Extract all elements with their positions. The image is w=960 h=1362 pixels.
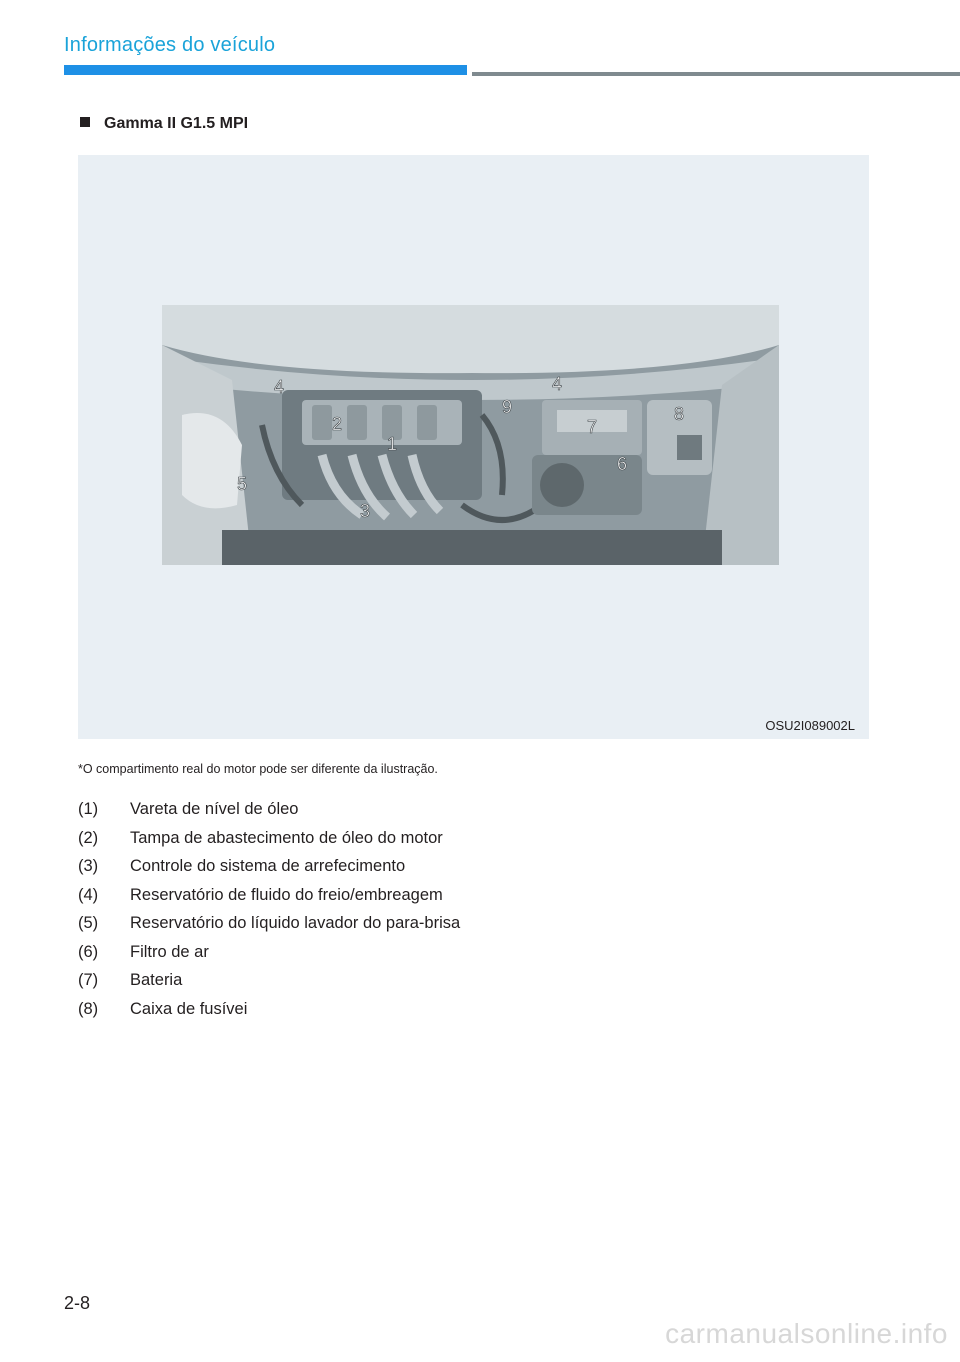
legend-number: (2) [78, 828, 99, 847]
legend-label: Reservatório de fluido do freio/embreagem [130, 885, 443, 904]
engine-compartment-illustration [162, 305, 779, 565]
legend-label: Filtro de ar [130, 942, 209, 961]
legend-number: (3) [78, 857, 99, 875]
footnote: *O compartimento real do motor pode ser diferente da ilustração. [78, 762, 438, 776]
header-rule-blue [64, 65, 467, 75]
square-bullet-icon [80, 117, 90, 127]
legend-label: Controle do sistema de arrefecimento [130, 857, 406, 875]
legend-label: Caixa de fusívei [130, 999, 248, 1018]
figure-code: OSU2I089002L [765, 718, 855, 733]
chapter-title: Informações do veículo [64, 34, 276, 56]
legend-item [78, 829, 778, 858]
svg-text:2: 2 [332, 414, 343, 434]
legend-label: Reservatório do líquido lavador do para-brisa [130, 914, 461, 932]
page-number: 2-8 [64, 1293, 91, 1313]
legend-item [78, 1000, 778, 1029]
svg-text:4: 4 [274, 377, 285, 397]
legend-number: (1) [78, 800, 99, 818]
legend-number: (8) [78, 999, 99, 1018]
svg-text:6: 6 [617, 454, 628, 474]
legend-number: (7) [78, 971, 99, 989]
svg-text:3: 3 [360, 501, 371, 521]
legend-item [78, 800, 778, 829]
legend-label: Tampa de abastecimento de óleo do motor [130, 828, 443, 847]
legend-number: (5) [78, 914, 99, 932]
legend-item [78, 857, 778, 886]
legend-number: (4) [78, 885, 99, 904]
svg-text:7: 7 [587, 417, 598, 437]
engine-photo-drawing [162, 305, 779, 565]
engine-figure [78, 155, 869, 739]
legend-label: Vareta de nível de óleo [130, 800, 299, 818]
header-rule-gray [472, 72, 960, 76]
watermark: carmanualsonline.info [665, 1318, 948, 1349]
svg-text:5: 5 [237, 474, 248, 494]
section-heading-text: Gamma II G1.5 MPI [104, 115, 249, 132]
svg-text:9: 9 [502, 397, 513, 417]
legend-number: (6) [78, 942, 99, 961]
legend-list [78, 800, 778, 1028]
legend-item [78, 971, 778, 1000]
legend-item [78, 943, 778, 972]
svg-text:4: 4 [552, 374, 563, 394]
legend-item [78, 886, 778, 915]
legend-item [78, 914, 778, 943]
section-heading [80, 115, 248, 133]
svg-text:8: 8 [674, 404, 685, 424]
svg-text:1: 1 [387, 434, 398, 454]
legend-label: Bateria [130, 971, 183, 989]
